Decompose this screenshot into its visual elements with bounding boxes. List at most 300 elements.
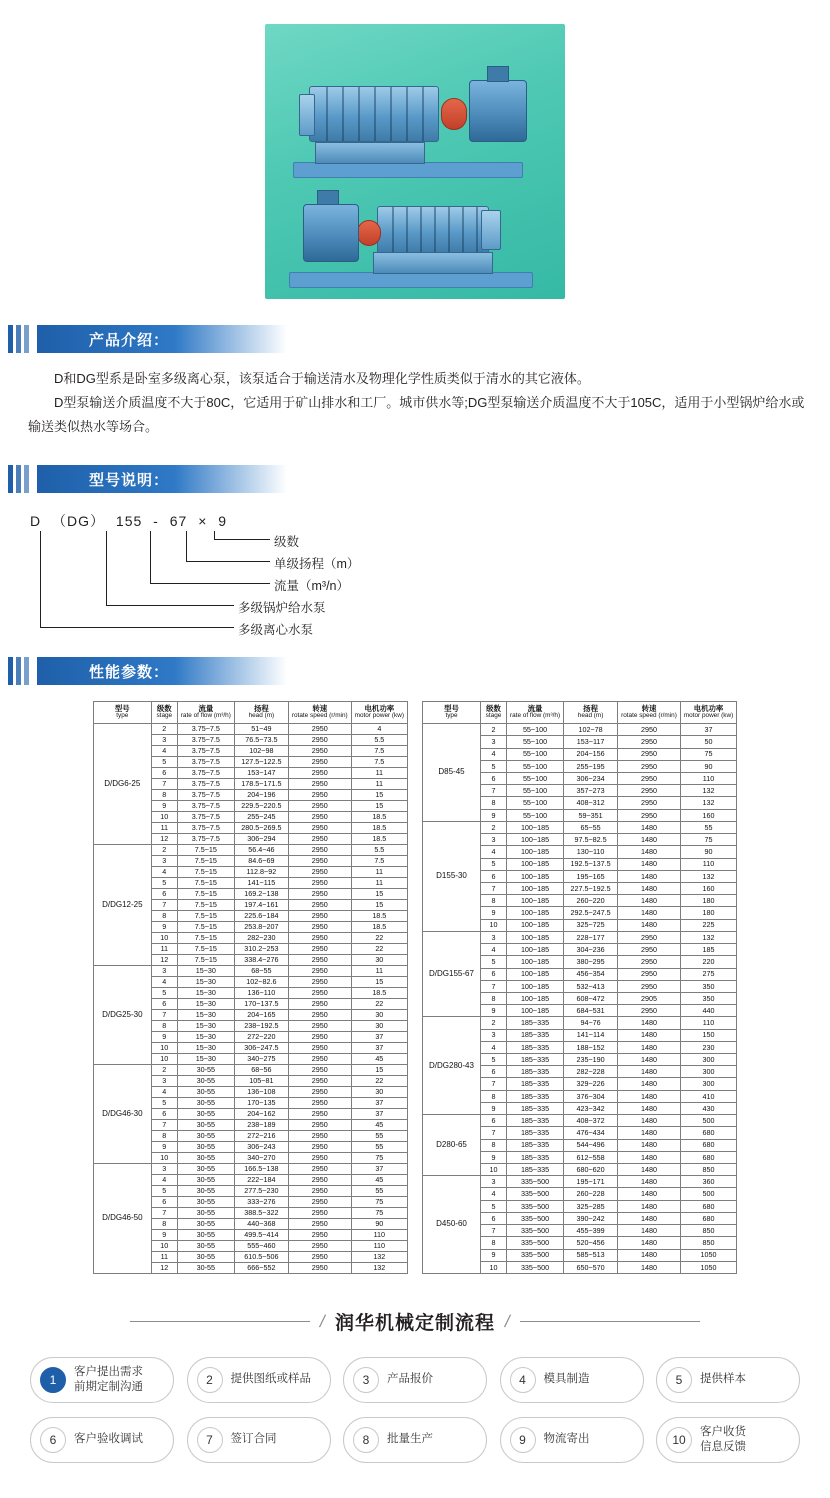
- table-cell-speed: 2905: [618, 992, 681, 1004]
- process-step-label: 物流寄出: [543, 1433, 590, 1446]
- table-cell-speed: 2950: [288, 1065, 351, 1076]
- table-cell-stage: 6: [481, 1066, 507, 1078]
- table-cell-stage: 8: [481, 797, 507, 809]
- table-cell-flow: 30-55: [177, 1131, 234, 1142]
- table-cell-power: 37: [351, 1098, 407, 1109]
- table-cell-stage: 3: [151, 966, 177, 977]
- table-cell-flow: 185~335: [507, 1066, 564, 1078]
- table-cell-flow: 7.5~15: [177, 933, 234, 944]
- table-cell-flow: 30-55: [177, 1263, 234, 1274]
- pump-lower-terminal-box: [317, 190, 339, 205]
- table-cell-head: 340~275: [234, 1054, 288, 1065]
- table-cell-stage: 9: [151, 1032, 177, 1043]
- table-row: [93, 724, 407, 735]
- table-cell-power: 30: [351, 955, 407, 966]
- table-cell-speed: 2950: [288, 1043, 351, 1054]
- table-cell-power: 110: [680, 1017, 736, 1029]
- table-cell-stage: 2: [481, 1017, 507, 1029]
- col-header-power: 电机功率 motor power (kw): [680, 702, 736, 724]
- table-cell-stage: 4: [481, 1188, 507, 1200]
- table-cell-speed: 1480: [618, 1225, 681, 1237]
- table-cell-flow: 3.75~7.5: [177, 823, 234, 834]
- table-cell-head: 228~177: [564, 931, 618, 943]
- table-cell-power: 110: [351, 1230, 407, 1241]
- process-step-7[interactable]: [187, 1417, 331, 1463]
- table-cell-head: 105~81: [234, 1076, 288, 1087]
- table-cell-speed: 2950: [288, 845, 351, 856]
- table-cell-type: D/DG25-30: [93, 966, 151, 1065]
- table-cell-power: 45: [351, 1054, 407, 1065]
- product-image-area: [0, 0, 830, 299]
- table-cell-head: 306~247.5: [234, 1043, 288, 1054]
- table-cell-stage: 8: [151, 1021, 177, 1032]
- section-bars-icon: [8, 325, 29, 353]
- table-cell-flow: 100~185: [507, 821, 564, 833]
- table-cell-stage: 11: [151, 823, 177, 834]
- table-cell-speed: 2950: [288, 999, 351, 1010]
- table-cell-head: 102~82.6: [234, 977, 288, 988]
- table-cell-flow: 185~335: [507, 1041, 564, 1053]
- table-cell-type: D85-45: [423, 724, 481, 822]
- table-cell-flow: 15~30: [177, 977, 234, 988]
- table-cell-speed: 1480: [618, 858, 681, 870]
- table-cell-flow: 30-55: [177, 1142, 234, 1153]
- col-header-head: 扬程 head (m): [564, 702, 618, 724]
- table-cell-stage: 3: [151, 1076, 177, 1087]
- table-cell-power: 5.5: [351, 735, 407, 746]
- table-row: [423, 1176, 737, 1188]
- table-cell-stage: 9: [481, 907, 507, 919]
- table-cell-flow: 15~30: [177, 999, 234, 1010]
- table-cell-flow: 7.5~15: [177, 856, 234, 867]
- table-cell-speed: 2950: [288, 1186, 351, 1197]
- table-cell-flow: 7.5~15: [177, 944, 234, 955]
- table-cell-speed: 1480: [618, 1151, 681, 1163]
- table-cell-flow: 7.5~15: [177, 900, 234, 911]
- table-cell-flow: 100~185: [507, 980, 564, 992]
- process-step-label: 批量生产: [387, 1433, 433, 1446]
- table-cell-speed: 2950: [288, 1197, 351, 1208]
- table-cell-flow: 3.75~7.5: [177, 735, 234, 746]
- table-cell-power: 132: [680, 785, 736, 797]
- table-cell-speed: 2950: [288, 900, 351, 911]
- table-cell-speed: 1480: [618, 1066, 681, 1078]
- table-cell-power: 30: [351, 1021, 407, 1032]
- process-step-8[interactable]: [343, 1417, 487, 1463]
- table-cell-power: 18.5: [351, 812, 407, 823]
- table-cell-power: 75: [351, 1153, 407, 1164]
- table-cell-stage: 10: [481, 1164, 507, 1176]
- table-cell-power: 55: [351, 1142, 407, 1153]
- process-step-10[interactable]: [656, 1417, 800, 1463]
- table-cell-speed: 2950: [618, 956, 681, 968]
- table-cell-head: 153~147: [234, 768, 288, 779]
- table-cell-speed: 1480: [618, 1115, 681, 1127]
- table-cell-power: 110: [680, 858, 736, 870]
- table-cell-power: 22: [351, 1076, 407, 1087]
- process-step-4[interactable]: [500, 1357, 644, 1403]
- table-cell-head: 141~115: [234, 878, 288, 889]
- col-header-power: [351, 702, 407, 724]
- table-cell-head: 68~55: [234, 966, 288, 977]
- table-cell-stage: 8: [151, 790, 177, 801]
- table-cell-head: 608~472: [564, 992, 618, 1004]
- table-cell-speed: 2950: [288, 779, 351, 790]
- table-cell-stage: 6: [151, 889, 177, 900]
- table-cell-flow: 15~30: [177, 1043, 234, 1054]
- table-cell-head: 204~162: [234, 1109, 288, 1120]
- table-cell-head: 408~372: [564, 1115, 618, 1127]
- process-step-9[interactable]: [500, 1417, 644, 1463]
- pump-upper-frame: [315, 142, 425, 164]
- model-code-diagram: [0, 511, 830, 638]
- table-cell-speed: 2950: [288, 1241, 351, 1252]
- table-cell-power: 110: [680, 773, 736, 785]
- table-cell-stage: 10: [151, 812, 177, 823]
- flow-title-slash-right: /: [503, 1311, 512, 1331]
- table-cell-power: 180: [680, 907, 736, 919]
- table-cell-flow: 55~100: [507, 724, 564, 736]
- section-header-performance: [8, 657, 830, 685]
- table-cell-stage: 9: [481, 1249, 507, 1261]
- table-cell-stage: 8: [481, 992, 507, 1004]
- table-cell-speed: 2950: [288, 1054, 351, 1065]
- col-header-flow: 流量 rate of flow (m³/h): [507, 702, 564, 724]
- model-label-flow: 流量（m³/n）: [274, 579, 350, 594]
- table-cell-stage: 8: [151, 1219, 177, 1230]
- table-cell-type: D/DG6-25: [93, 724, 151, 845]
- table-row: [423, 821, 737, 833]
- process-step-number: 4: [510, 1367, 536, 1393]
- table-cell-power: 680: [680, 1212, 736, 1224]
- table-cell-stage: 3: [481, 1029, 507, 1041]
- table-cell-speed: 2950: [618, 785, 681, 797]
- table-cell-head: 127.5~122.5: [234, 757, 288, 768]
- table-cell-power: 225: [680, 919, 736, 931]
- table-cell-stage: 9: [481, 1005, 507, 1017]
- table-cell-flow: 30-55: [177, 1230, 234, 1241]
- product-photo: [265, 24, 565, 299]
- table-cell-flow: 30-55: [177, 1076, 234, 1087]
- col-header-power-cn: 电机功率: [364, 704, 395, 714]
- process-step-5[interactable]: [656, 1357, 800, 1403]
- table-cell-stage: 6: [151, 768, 177, 779]
- table-cell-speed: 2950: [288, 867, 351, 878]
- table-cell-flow: 30-55: [177, 1208, 234, 1219]
- table-cell-power: 45: [351, 1120, 407, 1131]
- table-cell-head: 102~98: [234, 746, 288, 757]
- table-cell-flow: 55~100: [507, 760, 564, 772]
- table-cell-stage: 6: [481, 870, 507, 882]
- table-cell-flow: 100~185: [507, 956, 564, 968]
- col-header-head-cn: 扬程: [253, 704, 269, 714]
- table-cell-speed: 2950: [288, 911, 351, 922]
- table-cell-speed: 1480: [618, 919, 681, 931]
- process-step-3[interactable]: [343, 1357, 487, 1403]
- table-cell-flow: 15~30: [177, 988, 234, 999]
- table-cell-speed: 2950: [288, 1252, 351, 1263]
- col-header-power-en: motor power (kw): [354, 712, 404, 720]
- table-cell-power: 1050: [680, 1249, 736, 1261]
- table-cell-power: 160: [680, 809, 736, 821]
- table-cell-head: 204~196: [234, 790, 288, 801]
- section-bars-icon: [8, 657, 29, 685]
- table-cell-speed: 2950: [288, 823, 351, 834]
- process-step-6[interactable]: [30, 1417, 174, 1463]
- pump-upper-coupling: [441, 98, 467, 130]
- table-cell-head: 338.4~276: [234, 955, 288, 966]
- table-cell-flow: 55~100: [507, 797, 564, 809]
- table-cell-head: 65~55: [564, 821, 618, 833]
- table-cell-stage: 5: [481, 956, 507, 968]
- table-cell-stage: 12: [151, 955, 177, 966]
- table-cell-stage: 4: [481, 944, 507, 956]
- col-header-stage: [151, 702, 177, 724]
- table-cell-speed: 2950: [288, 1109, 351, 1120]
- table-cell-stage: 6: [151, 1197, 177, 1208]
- table-cell-type: D450-60: [423, 1176, 481, 1274]
- table-cell-head: 97.5~82.5: [564, 834, 618, 846]
- table-cell-power: 500: [680, 1188, 736, 1200]
- table-cell-stage: 10: [151, 933, 177, 944]
- table-cell-power: 850: [680, 1237, 736, 1249]
- table-cell-flow: 335~500: [507, 1237, 564, 1249]
- table-cell-head: 306~294: [234, 834, 288, 845]
- table-cell-head: 333~276: [234, 1197, 288, 1208]
- table-cell-stage: 5: [151, 1186, 177, 1197]
- table-cell-stage: 10: [151, 1043, 177, 1054]
- table-cell-power: 680: [680, 1127, 736, 1139]
- table-cell-stage: 2: [481, 821, 507, 833]
- section-header-product-intro: [8, 325, 830, 353]
- table-cell-speed: 2950: [288, 1087, 351, 1098]
- process-step-number: 3: [353, 1367, 379, 1393]
- table-row: [93, 1065, 407, 1076]
- table-cell-power: 75: [351, 1197, 407, 1208]
- table-cell-type: D/DG12-25: [93, 845, 151, 966]
- table-cell-power: 1050: [680, 1261, 736, 1273]
- table-cell-head: 272~220: [234, 1032, 288, 1043]
- section-title-performance: 性能参数：: [37, 657, 287, 685]
- table-cell-stage: 3: [151, 735, 177, 746]
- table-cell-head: 84.6~69: [234, 856, 288, 867]
- model-code-part-2: 155: [115, 513, 143, 530]
- table-cell-stage: 7: [151, 900, 177, 911]
- table-cell-power: 37: [351, 1164, 407, 1175]
- model-code-part-1: （DG）: [52, 513, 106, 530]
- table-cell-head: 684~531: [564, 1005, 618, 1017]
- table-cell-speed: 1480: [618, 1054, 681, 1066]
- table-cell-stage: 7: [481, 1078, 507, 1090]
- table-cell-head: 170~137.5: [234, 999, 288, 1010]
- table-cell-stage: 2: [151, 724, 177, 735]
- col-header-speed-cn: 转速: [312, 704, 328, 714]
- table-cell-power: 90: [680, 760, 736, 772]
- table-cell-head: 325~725: [564, 919, 618, 931]
- table-cell-head: 329~226: [564, 1078, 618, 1090]
- table-cell-power: 22: [351, 933, 407, 944]
- table-cell-flow: 15~30: [177, 966, 234, 977]
- process-step-number: 6: [40, 1427, 66, 1453]
- table-cell-head: 197.4~161: [234, 900, 288, 911]
- col-header-stage-cn: 级数: [156, 704, 172, 714]
- col-header-head-en: head (m): [248, 712, 275, 720]
- table-cell-power: 350: [680, 992, 736, 1004]
- col-header-speed-en: rotate speed (r/min): [291, 712, 348, 720]
- table-cell-speed: 2950: [618, 724, 681, 736]
- table-cell-head: 499.5~414: [234, 1230, 288, 1241]
- table-cell-stage: 8: [151, 911, 177, 922]
- table-row: [423, 931, 737, 943]
- table-cell-flow: 185~335: [507, 1090, 564, 1102]
- table-cell-flow: 15~30: [177, 1010, 234, 1021]
- pump-upper-terminal-box: [487, 66, 509, 82]
- table-cell-head: 195~165: [564, 870, 618, 882]
- table-cell-flow: 100~185: [507, 919, 564, 931]
- table-cell-head: 102~78: [564, 724, 618, 736]
- process-step-label: 客户提出需求 前期定制沟通: [74, 1365, 143, 1394]
- table-cell-speed: 1480: [618, 882, 681, 894]
- table-cell-flow: 30-55: [177, 1065, 234, 1076]
- process-step-2[interactable]: [187, 1357, 331, 1403]
- table-cell-power: 18.5: [351, 911, 407, 922]
- table-cell-power: 132: [351, 1263, 407, 1274]
- table-cell-stage: 9: [151, 1230, 177, 1241]
- table-cell-speed: 2950: [288, 955, 351, 966]
- table-cell-stage: 2: [151, 845, 177, 856]
- table-cell-flow: 100~185: [507, 834, 564, 846]
- table-cell-flow: 335~500: [507, 1249, 564, 1261]
- table-cell-head: 555~460: [234, 1241, 288, 1252]
- table-cell-speed: 1480: [618, 1017, 681, 1029]
- table-cell-flow: 15~30: [177, 1021, 234, 1032]
- table-cell-flow: 30-55: [177, 1153, 234, 1164]
- table-cell-speed: 2950: [288, 1175, 351, 1186]
- process-step-1[interactable]: [30, 1357, 174, 1403]
- pump-lower-coupling: [357, 220, 381, 246]
- table-cell-head: 204~165: [234, 1010, 288, 1021]
- process-step-label: 客户收货 信息反馈: [700, 1425, 746, 1454]
- table-cell-power: 55: [351, 1131, 407, 1142]
- table-cell-stage: 3: [481, 736, 507, 748]
- table-cell-power: 680: [680, 1151, 736, 1163]
- table-cell-stage: 9: [151, 1142, 177, 1153]
- table-cell-stage: 4: [151, 746, 177, 757]
- table-cell-speed: 2950: [618, 736, 681, 748]
- col-header-stage-en: stage: [156, 712, 173, 720]
- model-code-part-0: D: [30, 513, 42, 530]
- flow-title-slash-left: /: [318, 1311, 328, 1331]
- table-cell-head: 650~570: [564, 1261, 618, 1273]
- table-cell-head: 532~413: [564, 980, 618, 992]
- table-cell-speed: 2950: [288, 1021, 351, 1032]
- table-cell-speed: 1480: [618, 1176, 681, 1188]
- table-cell-power: 300: [680, 1078, 736, 1090]
- table-cell-power: 275: [680, 968, 736, 980]
- col-header-speed: 转速 rotate speed (r/min): [618, 702, 681, 724]
- table-cell-power: 132: [680, 797, 736, 809]
- table-cell-power: 30: [351, 1010, 407, 1021]
- table-cell-head: 408~312: [564, 797, 618, 809]
- table-cell-head: 195~171: [564, 1176, 618, 1188]
- table-cell-power: 110: [351, 1241, 407, 1252]
- table-cell-stage: 7: [481, 1225, 507, 1237]
- pump-lower-body: [377, 206, 489, 254]
- table-cell-flow: 30-55: [177, 1186, 234, 1197]
- table-cell-power: 18.5: [351, 823, 407, 834]
- table-cell-stage: 7: [151, 1120, 177, 1131]
- table-cell-flow: 55~100: [507, 785, 564, 797]
- table-cell-power: 132: [680, 931, 736, 943]
- table-cell-stage: 5: [151, 878, 177, 889]
- table-cell-head: 280.5~269.5: [234, 823, 288, 834]
- process-step-label: 提供图纸或样品: [230, 1373, 311, 1386]
- table-cell-power: 7.5: [351, 746, 407, 757]
- table-cell-head: 238~189: [234, 1120, 288, 1131]
- table-cell-stage: 6: [481, 1212, 507, 1224]
- table-cell-flow: 30-55: [177, 1120, 234, 1131]
- table-cell-power: 90: [680, 846, 736, 858]
- col-header-speed: [288, 702, 351, 724]
- table-cell-power: 75: [680, 834, 736, 846]
- table-cell-head: 306~234: [564, 773, 618, 785]
- process-step-label: 模具制造: [543, 1373, 590, 1386]
- table-cell-stage: 2: [151, 1065, 177, 1076]
- table-cell-stage: 8: [481, 1237, 507, 1249]
- table-cell-stage: 5: [481, 1200, 507, 1212]
- table-cell-speed: 2950: [288, 1120, 351, 1131]
- table-cell-stage: 6: [481, 1115, 507, 1127]
- table-cell-stage: 9: [481, 1151, 507, 1163]
- model-code-part-5: ×: [198, 513, 208, 530]
- table-cell-flow: 7.5~15: [177, 889, 234, 900]
- table-cell-head: 222~184: [234, 1175, 288, 1186]
- table-cell-flow: 100~185: [507, 944, 564, 956]
- table-cell-head: 170~135: [234, 1098, 288, 1109]
- table-cell-speed: 1480: [618, 1102, 681, 1114]
- table-cell-head: 255~195: [564, 760, 618, 772]
- table-cell-head: 59~351: [564, 809, 618, 821]
- table-cell-stage: 3: [481, 931, 507, 943]
- table-cell-head: 520~456: [564, 1237, 618, 1249]
- table-cell-head: 229.5~220.5: [234, 801, 288, 812]
- col-header-stage: 级数 stage: [481, 702, 507, 724]
- table-cell-head: 544~496: [564, 1139, 618, 1151]
- table-cell-type: D280-65: [423, 1115, 481, 1176]
- table-cell-stage: 10: [151, 1054, 177, 1065]
- table-cell-head: 357~273: [564, 785, 618, 797]
- table-cell-speed: 2950: [288, 812, 351, 823]
- table-cell-power: 11: [351, 768, 407, 779]
- table-cell-type: D155-30: [423, 821, 481, 931]
- table-cell-power: 90: [351, 1219, 407, 1230]
- table-cell-stage: 5: [151, 988, 177, 999]
- table-cell-head: 76.5~73.5: [234, 735, 288, 746]
- table-cell-type: D/DG155-67: [423, 931, 481, 1017]
- table-cell-power: 22: [351, 999, 407, 1010]
- table-cell-head: 304~236: [564, 944, 618, 956]
- table-cell-speed: 2950: [288, 735, 351, 746]
- table-cell-flow: 335~500: [507, 1188, 564, 1200]
- table-cell-speed: 2950: [288, 801, 351, 812]
- table-cell-head: 253.8~207: [234, 922, 288, 933]
- table-cell-power: 132: [680, 870, 736, 882]
- table-cell-head: 112.8~92: [234, 867, 288, 878]
- table-cell-power: 18.5: [351, 922, 407, 933]
- table-cell-power: 15: [351, 1065, 407, 1076]
- table-cell-flow: 30-55: [177, 1098, 234, 1109]
- table-cell-stage: 7: [151, 1208, 177, 1219]
